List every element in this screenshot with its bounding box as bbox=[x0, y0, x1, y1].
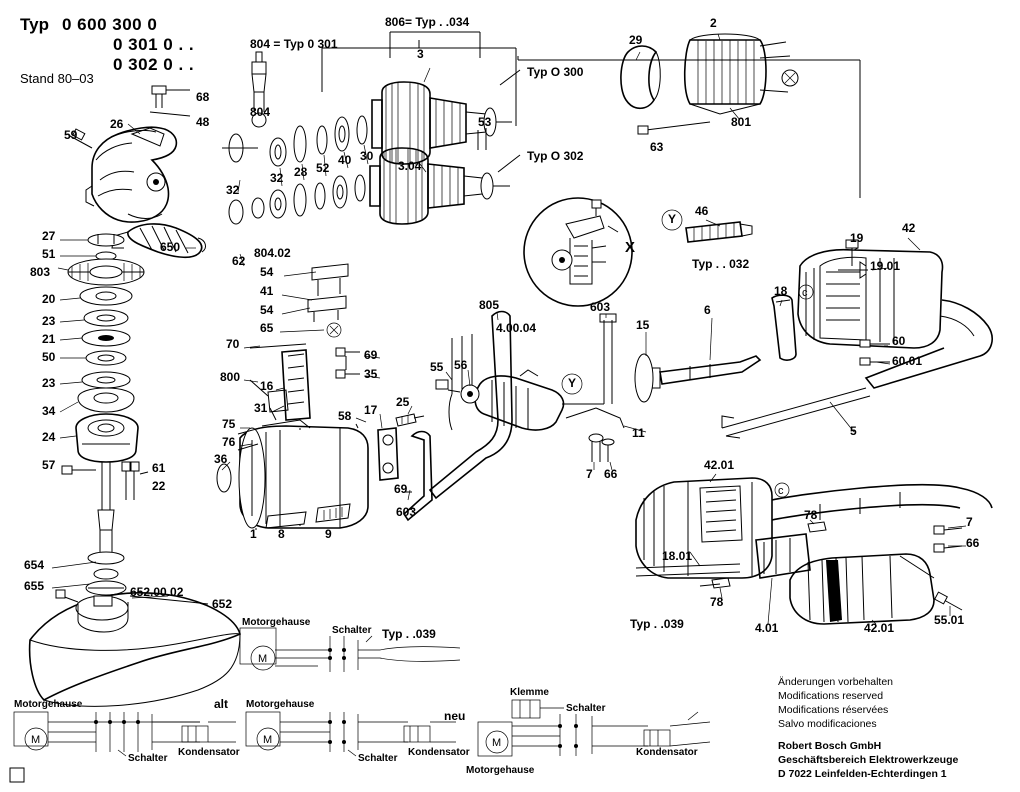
callout-36: 36 bbox=[214, 452, 228, 466]
callout-22: 22 bbox=[152, 479, 166, 493]
svg-text:c: c bbox=[778, 485, 784, 497]
callout-54a: 54 bbox=[260, 265, 274, 279]
callout-805: 805 bbox=[479, 298, 500, 312]
callout-57: 57 bbox=[42, 458, 56, 472]
callout-31: 31 bbox=[254, 401, 268, 415]
callout-Y-top: Y bbox=[668, 212, 677, 226]
footer-note-3: Salvo modificaciones bbox=[778, 718, 877, 730]
callout-59: 59 bbox=[64, 128, 78, 142]
callout-804: 804 bbox=[250, 105, 271, 119]
callout-78b: 78 bbox=[710, 595, 724, 609]
header-number-2: 0 302 0 . . bbox=[113, 55, 195, 74]
wiring-label-neu: neu bbox=[444, 709, 466, 723]
callout-17: 17 bbox=[364, 403, 378, 417]
callout-23b: 23 bbox=[42, 376, 56, 390]
callout-28: 28 bbox=[294, 165, 308, 179]
wiring-label-kondensator-1: Kondensator bbox=[178, 747, 240, 758]
callout-7b: 7 bbox=[966, 515, 973, 529]
callout-62: 62 bbox=[232, 254, 246, 268]
group-label-806: 806= Typ . .034 bbox=[385, 15, 470, 29]
callout-68: 68 bbox=[196, 90, 210, 104]
callout-40: 40 bbox=[338, 153, 352, 167]
callout-804-02: 804.02 bbox=[254, 246, 291, 260]
callout-61: 61 bbox=[152, 461, 166, 475]
callout-652: 652 bbox=[212, 597, 233, 611]
callout-42-01b: 42.01 bbox=[864, 621, 895, 635]
callout-55-01: 55.01 bbox=[934, 613, 965, 627]
group-label-804: 804 = Typ 0 301 bbox=[250, 37, 338, 51]
svg-text:M: M bbox=[258, 653, 268, 665]
callout-58: 58 bbox=[338, 409, 352, 423]
header-number-1: 0 301 0 . . bbox=[113, 35, 195, 54]
svg-text:M: M bbox=[263, 734, 273, 746]
header-typ-label: Typ bbox=[20, 15, 49, 34]
callout-3: 3 bbox=[417, 47, 424, 61]
wiring-label-schalter-1: Schalter bbox=[332, 625, 372, 636]
callout-32b: 32 bbox=[270, 171, 284, 185]
callout-16: 16 bbox=[260, 379, 274, 393]
callout-800: 800 bbox=[220, 370, 241, 384]
callout-803: 803 bbox=[30, 265, 51, 279]
callout-7a: 7 bbox=[586, 467, 593, 481]
header-stand: Stand 80–03 bbox=[20, 71, 94, 86]
callout-52: 52 bbox=[316, 161, 330, 175]
callout-60-01: 60.01 bbox=[892, 354, 923, 368]
callout-X: X bbox=[625, 239, 636, 256]
callout-42-01a: 42.01 bbox=[704, 458, 735, 472]
footer-company-1: Geschäftsbereich Elektrowerkzeuge bbox=[778, 754, 959, 766]
callout-18-01: 18.01 bbox=[662, 549, 693, 563]
callout-29: 29 bbox=[629, 33, 643, 47]
callout-30: 30 bbox=[360, 149, 374, 163]
callout-78a: 78 bbox=[804, 508, 818, 522]
callout-25: 25 bbox=[396, 395, 410, 409]
callout-20: 20 bbox=[42, 292, 56, 306]
callout-75: 75 bbox=[222, 417, 236, 431]
wiring-label-motorgehaeuse-3: Motorgehause bbox=[246, 699, 315, 710]
callout-655: 655 bbox=[24, 579, 45, 593]
group-label-typ-039-a: Typ . .039 bbox=[382, 627, 436, 641]
footer-note-2: Modifications réservées bbox=[778, 704, 889, 716]
callout-50: 50 bbox=[42, 350, 56, 364]
callout-34: 34 bbox=[42, 404, 56, 418]
callout-26: 26 bbox=[110, 117, 124, 131]
wiring-label-motorgehaeuse-2: Motorgehause bbox=[14, 699, 83, 710]
callout-27: 27 bbox=[42, 229, 56, 243]
callout-19-01: 19.01 bbox=[870, 259, 901, 273]
callout-54b: 54 bbox=[260, 303, 274, 317]
svg-text:M: M bbox=[31, 734, 41, 746]
callout-53: 53 bbox=[478, 115, 492, 129]
callout-56: 56 bbox=[454, 358, 468, 372]
callout-55: 55 bbox=[430, 360, 444, 374]
group-label-typ-0300: Typ O 300 bbox=[527, 65, 584, 79]
callout-69b: 69 bbox=[394, 482, 408, 496]
callout-654: 654 bbox=[24, 558, 45, 572]
wiring-label-schalter-2: Schalter bbox=[128, 753, 168, 764]
callout-41: 41 bbox=[260, 284, 274, 298]
svg-text:M: M bbox=[492, 737, 502, 749]
callout-19: 19 bbox=[850, 231, 864, 245]
callout-69a: 69 bbox=[364, 348, 378, 362]
callout-23a: 23 bbox=[42, 314, 56, 328]
group-label-typ-0302: Typ O 302 bbox=[527, 149, 584, 163]
callout-1: 1 bbox=[250, 527, 257, 541]
footer-company-2: D 7022 Leinfelden-Echterdingen 1 bbox=[778, 768, 947, 780]
callout-65: 65 bbox=[260, 321, 274, 335]
callout-32a: 32 bbox=[226, 183, 240, 197]
wiring-label-alt: alt bbox=[214, 697, 229, 711]
callout-70: 70 bbox=[226, 337, 240, 351]
wiring-label-schalter-4: Schalter bbox=[566, 703, 606, 714]
wiring-label-kondensator-3: Kondensator bbox=[636, 747, 698, 758]
wiring-label-schalter-3: Schalter bbox=[358, 753, 398, 764]
footer-note-0: Änderungen vorbehalten bbox=[778, 676, 894, 688]
callout-652-00-02: 652.00.02 bbox=[130, 585, 184, 599]
callout-18: 18 bbox=[774, 284, 788, 298]
callout-60: 60 bbox=[892, 334, 906, 348]
callout-66a: 66 bbox=[604, 467, 618, 481]
callout-66b: 66 bbox=[966, 536, 980, 550]
wiring-label-motorgehaeuse-4: Motorgehause bbox=[466, 765, 535, 776]
callout-Y-mid: Y bbox=[568, 376, 577, 390]
wiring-label-motorgehaeuse-1: Motorgehause bbox=[242, 617, 311, 628]
callout-24: 24 bbox=[42, 430, 56, 444]
svg-text:c: c bbox=[802, 287, 808, 299]
callout-51: 51 bbox=[42, 247, 56, 261]
callout-8: 8 bbox=[278, 527, 285, 541]
footer-company-0: Robert Bosch GmbH bbox=[778, 740, 882, 752]
callout-4-01: 4.01 bbox=[755, 621, 779, 635]
callout-48: 48 bbox=[196, 115, 210, 129]
callout-15: 15 bbox=[636, 318, 650, 332]
header-number-0: 0 600 300 0 bbox=[62, 15, 158, 34]
callout-76: 76 bbox=[222, 435, 236, 449]
callout-46: 46 bbox=[695, 204, 709, 218]
callout-21: 21 bbox=[42, 332, 56, 346]
callout-6: 6 bbox=[704, 303, 711, 317]
callout-650: 650 bbox=[160, 240, 181, 254]
callout-63: 63 bbox=[650, 140, 664, 154]
callout-603b: 603 bbox=[396, 505, 417, 519]
callout-35: 35 bbox=[364, 367, 378, 381]
wiring-label-kondensator-2: Kondensator bbox=[408, 747, 470, 758]
callout-2: 2 bbox=[710, 16, 717, 30]
callout-42: 42 bbox=[902, 221, 916, 235]
callout-5: 5 bbox=[850, 424, 857, 438]
wiring-label-klemme: Klemme bbox=[510, 687, 549, 698]
group-label-typ-032: Typ . . 032 bbox=[692, 257, 750, 271]
callout-801: 801 bbox=[731, 115, 752, 129]
callout-9: 9 bbox=[325, 527, 332, 541]
callout-4-00-04: 4.00.04 bbox=[496, 321, 537, 335]
callout-603a: 603 bbox=[590, 300, 611, 314]
callout-11: 11 bbox=[632, 426, 645, 440]
footer-note-1: Modifications reserved bbox=[778, 690, 884, 702]
callout-3-04: 3.04 bbox=[398, 159, 422, 173]
group-label-typ-039-b: Typ . .039 bbox=[630, 617, 684, 631]
